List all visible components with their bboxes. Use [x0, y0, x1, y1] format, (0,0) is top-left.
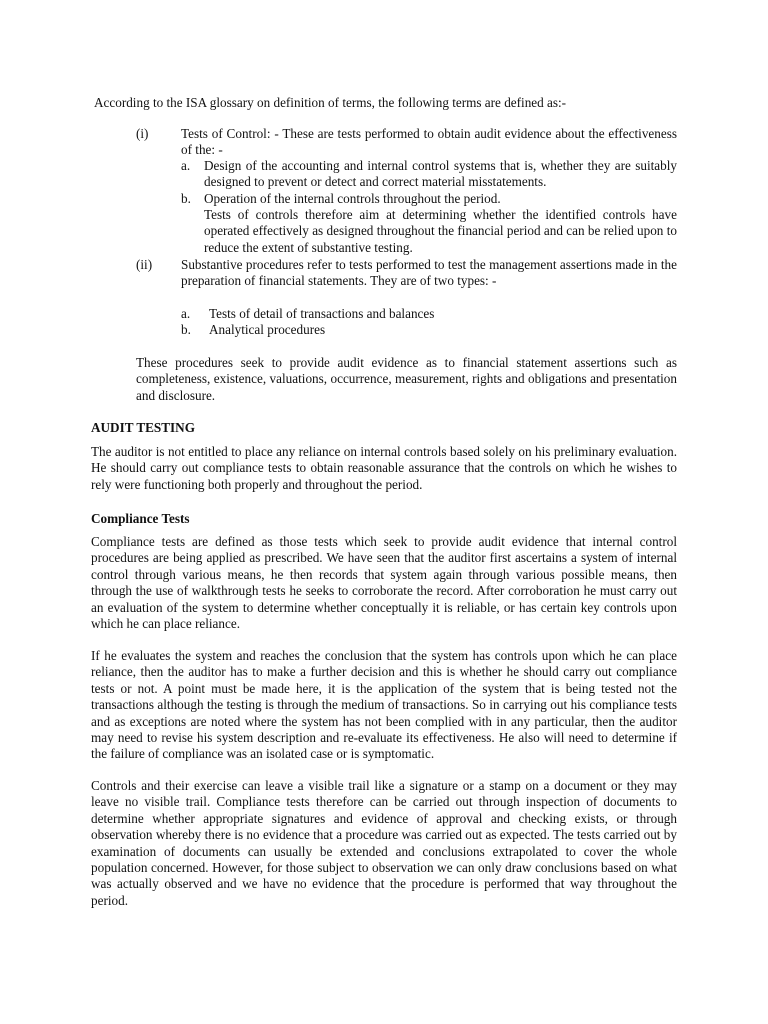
compliance-paragraph-3: Controls and their exercise can leave a visible trail like a signature or a stamp on a document or they may leave no visible trail. Compliance tests therefore can be carried out through inspection of documents to determine whether appropriate signatures and evidence of approval and checking exists, or through observation whereby there is no evidence that a procedure was carried out as expected. The tests carried out by examination of documents can usually be extended and conclusions extrapolated to cover the whole population concerned. However, for those subject to observation we can only draw conclusions based on what was actually observed and we have no evidence that the procedure is performed that way throughout the period.: [91, 778, 677, 908]
compliance-paragraph-2: If he evaluates the system and reaches the conclusion that the system has controls upon which he can place reliance, then the auditor has to make a further decision and this is whether he should carry out compliance tests or not. A point must be made here, it is the application of the system that is being tested not the transactions although the testing is through the medium of transactions. So in carrying out his compliance tests and as exceptions are noted where the system has not been complied with in any particular, then the auditor may need to revise his system description and re-evaluate its effectiveness. He also will need to determine if the failure of compliance was an isolated case or is symptomatic.: [91, 648, 677, 762]
compliance-tests-heading: Compliance Tests: [91, 511, 190, 526]
item-2-sub-b-marker: b.: [181, 322, 191, 337]
item-1-sub-a-marker: a.: [181, 158, 191, 173]
audit-testing-heading: AUDIT TESTING: [91, 420, 195, 435]
procedures-paragraph: These procedures seek to provide audit evidence as to financial statement assertions such as completeness, existence, valuations, occurrence, measurement, rights and obligations and presentation and disclosure.: [136, 355, 677, 403]
item-2-sub-b-text: Analytical procedures: [209, 322, 326, 337]
item-1-sub-b-text: Operation of the internal controls throughout the period.: [204, 191, 501, 206]
item-1-sub-b-marker: b.: [181, 191, 191, 206]
item-2-sub-a-marker: a.: [181, 306, 191, 321]
item-2-marker: (ii): [136, 257, 153, 272]
intro-line: According to the ISA glossary on definition of terms, the following terms are defined as:-: [94, 95, 567, 110]
item-1-text: Tests of Control: - These are tests performed to obtain audit evidence about the effectiveness of the: -: [181, 126, 677, 158]
audit-testing-paragraph: The auditor is not entitled to place any reliance on internal controls based solely on his preliminary evaluation. He should carry out compliance tests to obtain reasonable assurance that the controls on which he wishes to rely were functioning both properly and throughout the period.: [91, 444, 677, 492]
item-2-text: Substantive procedures refer to tests performed to test the management assertions made in the preparation of financial statements. They are of two types: -: [181, 257, 677, 289]
item-1-sub-a-text: Design of the accounting and internal control systems that is, whether they are suitably designed to prevent or detect and correct material misstatements.: [204, 158, 677, 190]
item-1-marker: (i): [136, 126, 149, 141]
compliance-paragraph-1: Compliance tests are defined as those tests which seek to provide audit evidence that internal control procedures are being applied as prescribed. We have seen that the auditor first ascertains a system of internal control through various means, he then records that system again through various possible means, then through the use of walkthrough tests he seeks to corroborate the record. After corroboration he must carry out an evaluation of the system to determine whether conceptually it is reliable, or has certain key controls upon which he can place reliance.: [91, 534, 677, 632]
item-2-sub-a-text: Tests of detail of transactions and balances: [209, 306, 435, 321]
item-1-note: Tests of controls therefore aim at determining whether the identified controls have operated effectively as designed throughout the financial period and can be relied upon to reduce the extent of substantive testing.: [204, 207, 677, 255]
